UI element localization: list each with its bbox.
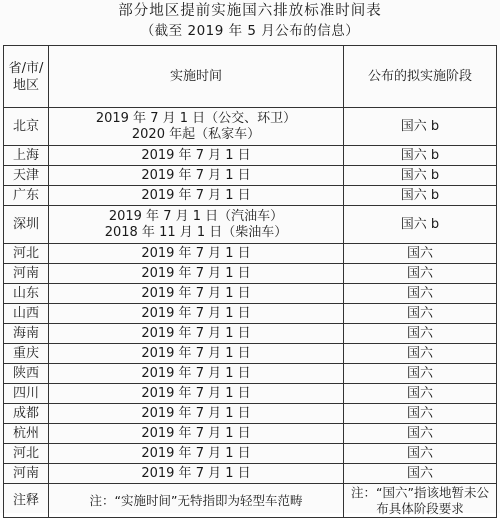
table-row [4, 244, 497, 264]
time-line: 2019 年 7 月 1 日 [141, 425, 251, 441]
time-line: 2019 年 7 月 1 日 [141, 245, 251, 261]
stage-cell: 国六 [344, 324, 497, 344]
note-label: 注释 [4, 484, 49, 518]
time-line: 2019 年 7 月 1 日 [141, 465, 251, 481]
region-cell: 天津 [4, 166, 49, 186]
region-cell: 四川 [4, 384, 49, 404]
time-line: 2019 年 7 月 1 日 [141, 305, 251, 321]
stage-cell: 国六 [344, 364, 497, 384]
time-line: 2019 年 7 月 1 日 [141, 365, 251, 381]
region-cell: 深圳 [4, 206, 49, 244]
table-title: 部分地区提前实施国六排放标准时间表 [118, 3, 382, 19]
region-cell: 重庆 [4, 344, 49, 364]
header-stage: 公布的拟实施阶段 [344, 46, 497, 108]
header-province-line1: 省/市/ [8, 60, 44, 76]
time-cell [49, 444, 344, 464]
table-row [4, 364, 497, 384]
table-row [4, 186, 497, 206]
time-cell [49, 324, 344, 344]
time-cell [49, 284, 344, 304]
table-row [4, 146, 497, 166]
time-cell [49, 344, 344, 364]
stage-cell: 国六 [344, 424, 497, 444]
region-cell: 河北 [4, 244, 49, 264]
region-cell: 陕西 [4, 364, 49, 384]
time-cell [49, 264, 344, 284]
time-cell [49, 364, 344, 384]
time-line: 2019 年 7 月 1 日 [141, 265, 251, 281]
region-cell: 广东 [4, 186, 49, 206]
stage-cell: 国六 [344, 344, 497, 364]
region-cell: 河北 [4, 444, 49, 464]
region-cell: 上海 [4, 146, 49, 166]
time-line: 2019 年 7 月 1 日（汽油车） [108, 208, 284, 224]
time-cell [49, 108, 344, 146]
table-row [4, 444, 497, 464]
time-cell [49, 206, 344, 244]
time-line: 2019 年 7 月 1 日 [141, 385, 251, 401]
stage-cell: 国六 [344, 264, 497, 284]
table-row [4, 304, 497, 324]
time-cell [49, 404, 344, 424]
stage-cell: 国六 [344, 244, 497, 264]
table-row [4, 324, 497, 344]
stage-cell: 国六 b [344, 206, 497, 244]
time-cell [49, 464, 344, 484]
time-cell [49, 304, 344, 324]
time-cell [49, 166, 344, 186]
time-cell [49, 384, 344, 404]
time-cell [49, 146, 344, 166]
time-cell [49, 186, 344, 206]
note-stage: 注：“国六”指该地暂未公布具体阶段要求 [344, 484, 497, 518]
header-province [4, 46, 49, 108]
time-line: 2019 年 7 月 1 日 [141, 285, 251, 301]
table-row [4, 166, 497, 186]
table-row [4, 424, 497, 444]
table-row [4, 344, 497, 364]
table-row [4, 404, 497, 424]
time-line: 2019 年 7 月 1 日 [141, 167, 251, 183]
header-row [4, 46, 497, 108]
time-line: 2018 年 11 月 1 日（柴油车） [104, 224, 288, 240]
time-line: 2019 年 7 月 1 日（公交、环卫） [95, 110, 297, 126]
stage-cell: 国六 b [344, 186, 497, 206]
region-cell: 成都 [4, 404, 49, 424]
time-line: 2019 年 7 月 1 日 [141, 147, 251, 163]
header-province-line2: 地区 [12, 77, 39, 93]
header-time: 实施时间 [49, 46, 344, 108]
region-cell: 河南 [4, 464, 49, 484]
table-row [4, 464, 497, 484]
time-line: 2020 年起（私家车） [131, 126, 261, 142]
stage-cell: 国六 b [344, 108, 497, 146]
table-subtitle: （截至 2019 年 5 月公布的信息） [140, 23, 360, 39]
table-row [4, 284, 497, 304]
time-line: 2019 年 7 月 1 日 [141, 325, 251, 341]
note-time: 注：“实施时间”无特指即为轻型车范畴 [49, 484, 344, 518]
region-cell: 海南 [4, 324, 49, 344]
region-cell: 山西 [4, 304, 49, 324]
time-cell [49, 244, 344, 264]
stage-cell: 国六 [344, 304, 497, 324]
emission-schedule-table [3, 45, 497, 518]
stage-cell: 国六 [344, 464, 497, 484]
stage-cell: 国六 [344, 444, 497, 464]
region-cell: 河南 [4, 264, 49, 284]
stage-cell: 国六 [344, 384, 497, 404]
stage-cell: 国六 [344, 404, 497, 424]
table-row [4, 264, 497, 284]
region-cell: 山东 [4, 284, 49, 304]
stage-cell: 国六 b [344, 166, 497, 186]
time-line: 2019 年 7 月 1 日 [141, 405, 251, 421]
table-row [4, 384, 497, 404]
stage-cell: 国六 [344, 284, 497, 304]
time-line: 2019 年 7 月 1 日 [141, 187, 251, 203]
table-row [4, 108, 497, 146]
stage-cell: 国六 b [344, 146, 497, 166]
region-cell: 北京 [4, 108, 49, 146]
time-line: 2019 年 7 月 1 日 [141, 345, 251, 361]
region-cell: 杭州 [4, 424, 49, 444]
time-cell [49, 424, 344, 444]
table-row [4, 206, 497, 244]
note-row [4, 484, 497, 518]
time-line: 2019 年 7 月 1 日 [141, 445, 251, 461]
table-body [4, 108, 497, 484]
